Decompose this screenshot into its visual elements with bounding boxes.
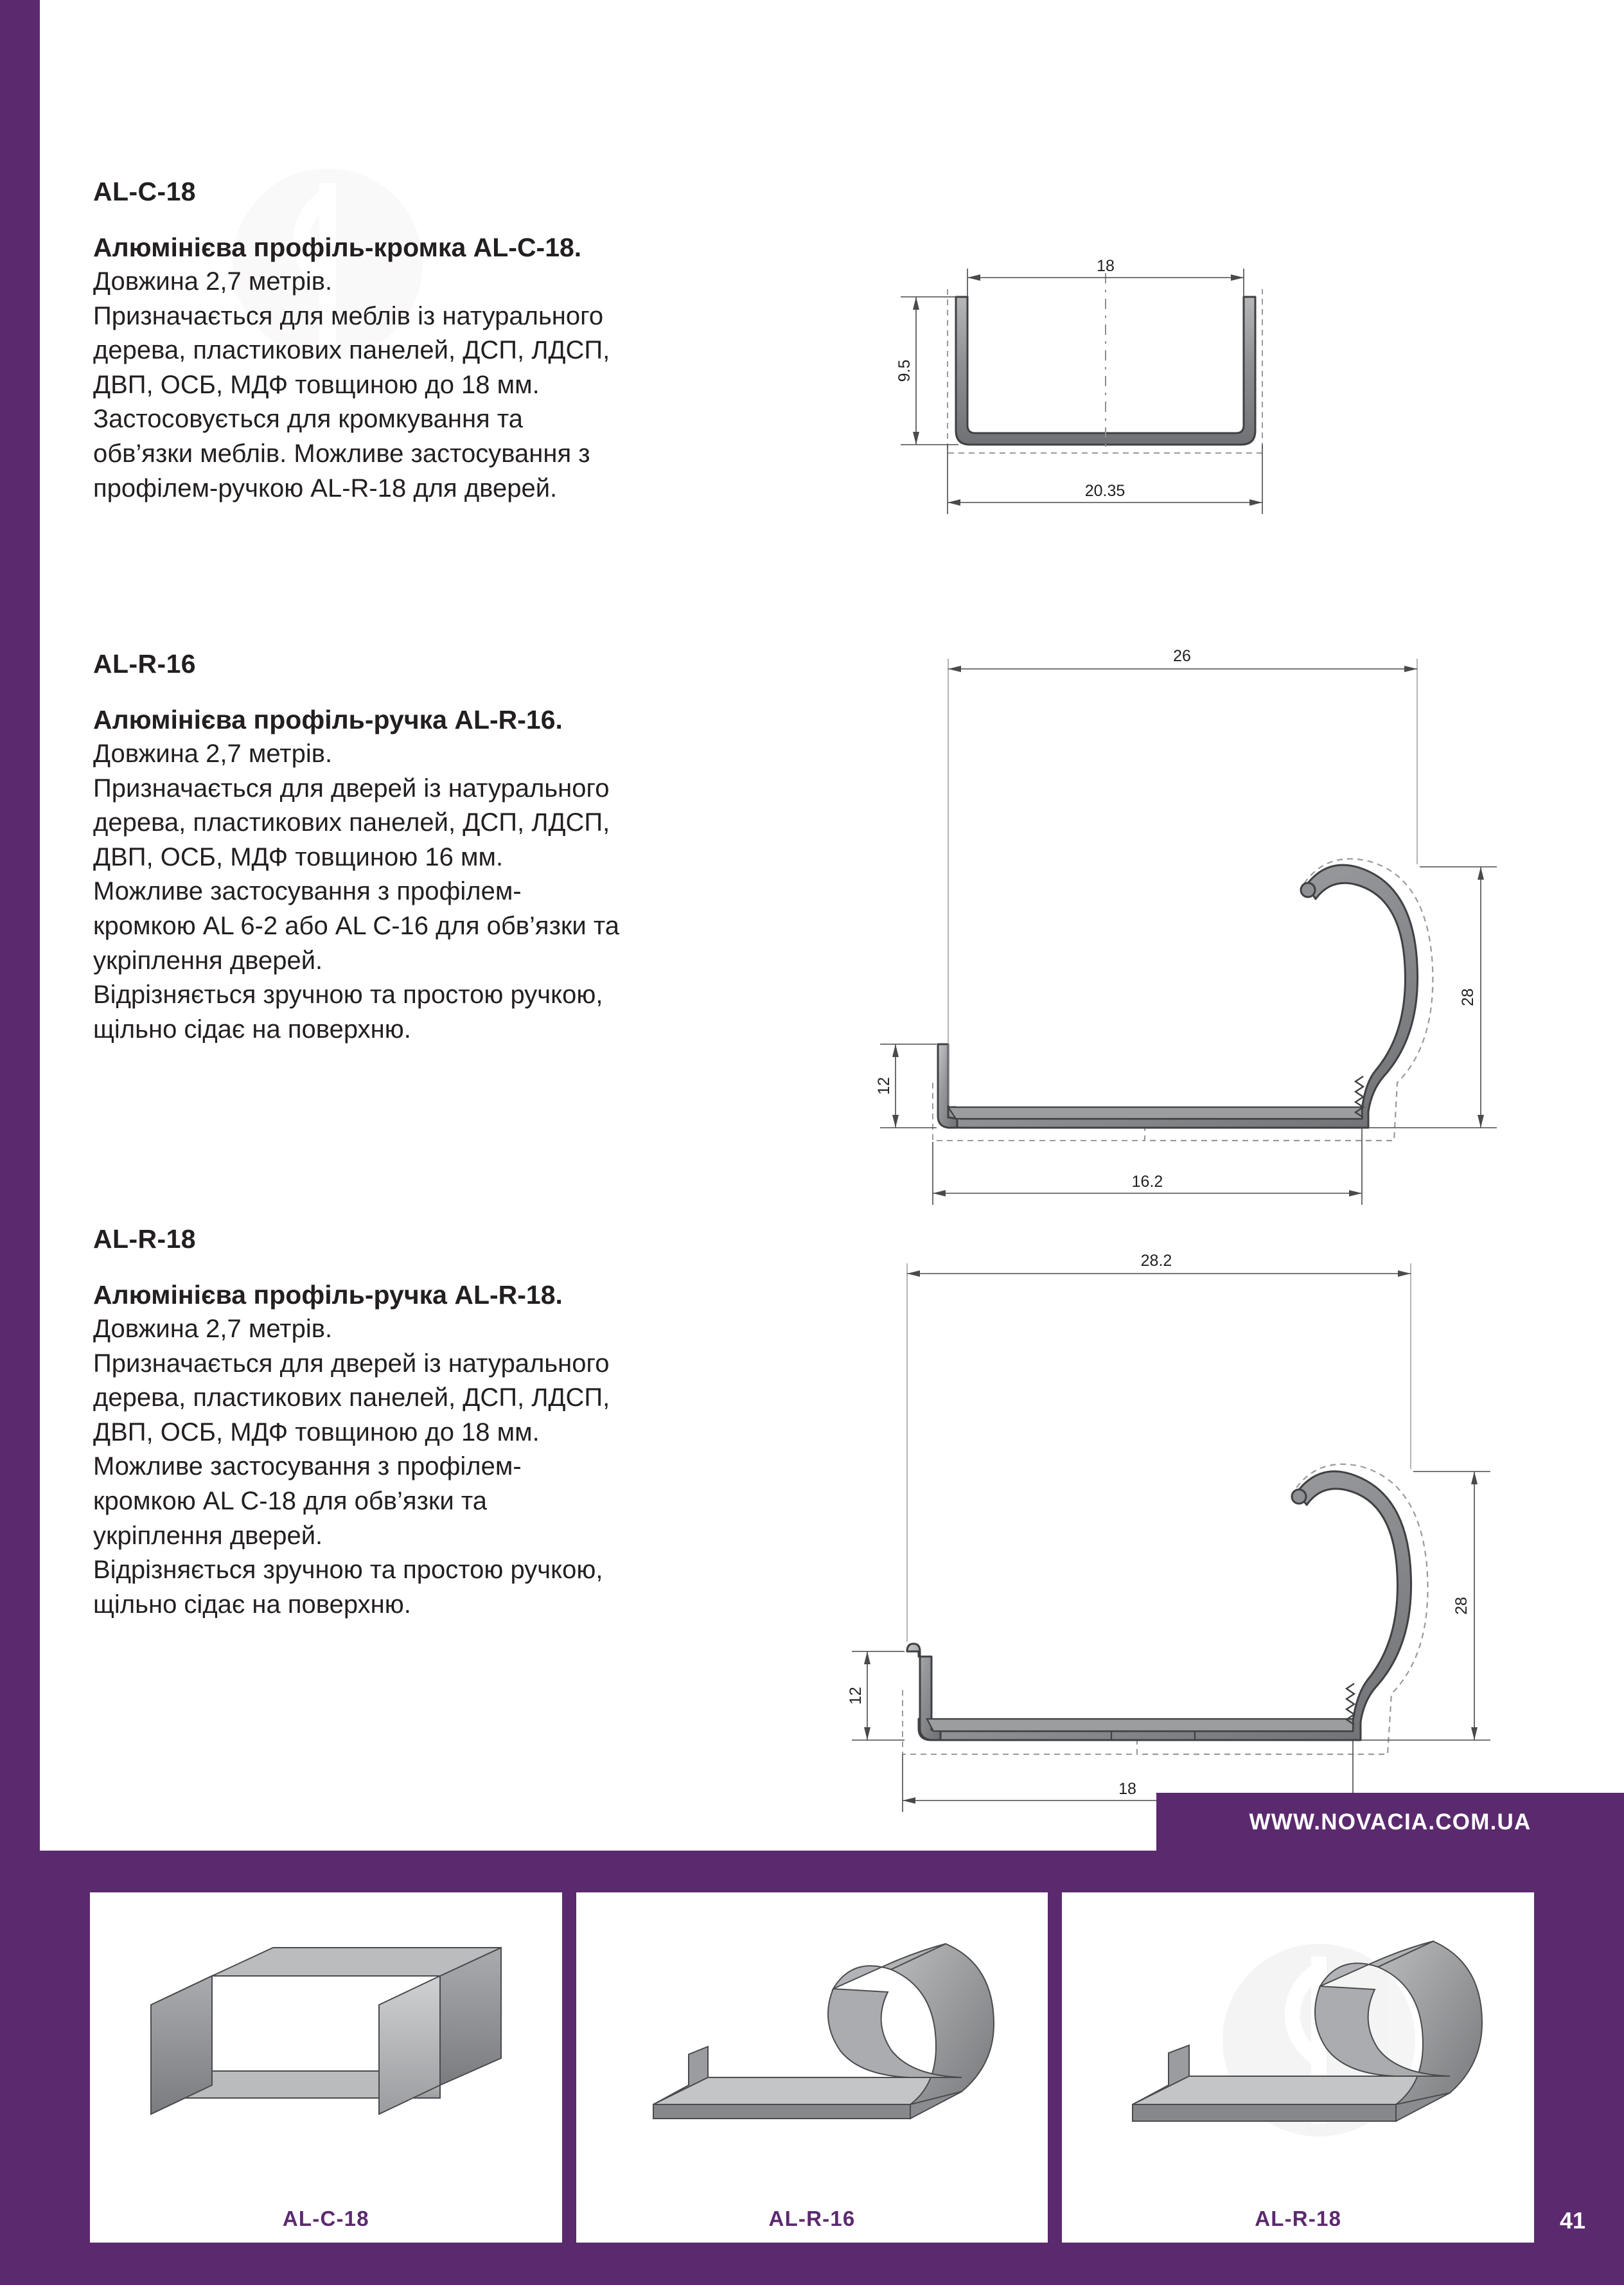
body-line: обв’язки меблів. Можливе застосування з — [93, 440, 590, 468]
body-line: кромкою AL 6-2 або AL C-16 для обв’язки та — [93, 912, 619, 941]
body-line: Можливе застосування з профілем- — [93, 877, 522, 906]
body-line: дерева, пластикових панелей, ДСП, ЛДСП, — [93, 1383, 610, 1412]
body-line: укріплення дверей. — [93, 1521, 323, 1550]
section-body — [93, 737, 813, 1047]
thumbnail-label: AL-R-18 — [1255, 2207, 1342, 2230]
thumbnail-image-al-c-18 — [90, 1892, 562, 2194]
left-purple-bar — [0, 0, 40, 1851]
body-line: ДВП, ОСБ, МДФ товщиною до 18 мм. — [93, 370, 540, 399]
body-line: Застосовується для кромкування та — [93, 405, 523, 434]
body-line: Довжина 2,7 метрів. — [93, 267, 333, 296]
body-line: Призначається для меблів із натурального — [93, 301, 604, 330]
body-line: укріплення дверей. — [93, 946, 323, 975]
thumbnail-label: AL-R-16 — [768, 2207, 856, 2230]
dim-left: 9.5 — [896, 359, 914, 382]
dim-bottom: 16.2 — [1131, 1173, 1163, 1191]
page-number: 41 — [1559, 2207, 1585, 2234]
dim-top: 26 — [1173, 647, 1191, 665]
dim-right: 28 — [1459, 988, 1477, 1006]
section-sku-title: AL-C-18 — [93, 177, 196, 206]
thumbnail-al-r-16[interactable] — [576, 1892, 1048, 2243]
body-line: Можливе застосування з профілем- — [93, 1452, 522, 1481]
drawing-al-r-18 — [835, 1240, 1587, 1831]
dim-right: 28 — [1452, 1597, 1470, 1615]
body-line: щільно сідає на поверхню. — [93, 1590, 411, 1619]
dim-bottom: 18 — [1118, 1780, 1136, 1798]
thumbnail-label: AL-C-18 — [282, 2207, 369, 2230]
thumbnail-al-c-18[interactable] — [90, 1892, 562, 2243]
dim-top: 18 — [1097, 257, 1115, 275]
section-sku-title: AL-R-18 — [93, 1224, 196, 1254]
body-line: Призначається для дверей із натурального — [93, 774, 610, 803]
body-line: дерева, пластикових панелей, ДСП, ЛДСП, — [93, 808, 610, 837]
thumbnail-image-al-r-18 — [1062, 1892, 1534, 2194]
dim-bottom: 20.35 — [1084, 482, 1125, 500]
dim-left: 12 — [847, 1687, 865, 1705]
section-al-r-16-text — [93, 649, 813, 1047]
section-lead: Алюмінієва профіль-ручка AL-R-18. — [93, 1280, 563, 1310]
body-line: ДВП, ОСБ, МДФ товщиною до 18 мм. — [93, 1418, 540, 1446]
body-line: Довжина 2,7 метрів. — [93, 1315, 333, 1344]
body-line: Призначається для дверей із натурального — [93, 1349, 610, 1378]
body-line: ДВП, ОСБ, МДФ товщиною 16 мм. — [93, 842, 504, 871]
dim-left: 12 — [875, 1077, 893, 1095]
body-line: Довжина 2,7 метрів. — [93, 740, 333, 769]
section-al-r-18-text — [93, 1224, 813, 1622]
body-line: Відрізняється зручною та простою ручкою, — [93, 981, 603, 1009]
thumbnail-al-r-18[interactable] — [1062, 1892, 1534, 2243]
section-lead: Алюмінієва профіль-кромка AL-C-18. — [93, 233, 582, 262]
section-lead: Алюмінієва профіль-ручка AL-R-16. — [93, 705, 563, 734]
thumbnail-row — [90, 1892, 1534, 2243]
dim-top: 28.2 — [1140, 1252, 1172, 1270]
website-url-tab: WWW.NOVACIA.COM.UA — [1156, 1793, 1624, 1852]
section-body — [93, 265, 813, 506]
drawing-al-r-16 — [854, 633, 1580, 1231]
body-line: кромкою AL C-18 для обв’язки та — [93, 1487, 487, 1516]
body-line: щільно сідає на поверхню. — [93, 1015, 411, 1044]
drawing-al-c-18 — [887, 238, 1580, 578]
body-line: Відрізняється зручною та простою ручкою, — [93, 1556, 603, 1585]
body-line: дерева, пластикових панелей, ДСП, ЛДСП, — [93, 336, 610, 365]
thumbnail-image-al-r-16 — [576, 1892, 1048, 2194]
section-sku-title: AL-R-16 — [93, 649, 196, 679]
section-body — [93, 1312, 813, 1622]
section-al-c-18-text — [93, 177, 813, 506]
body-line: профілем-ручкою AL-R-18 для дверей. — [93, 474, 558, 502]
